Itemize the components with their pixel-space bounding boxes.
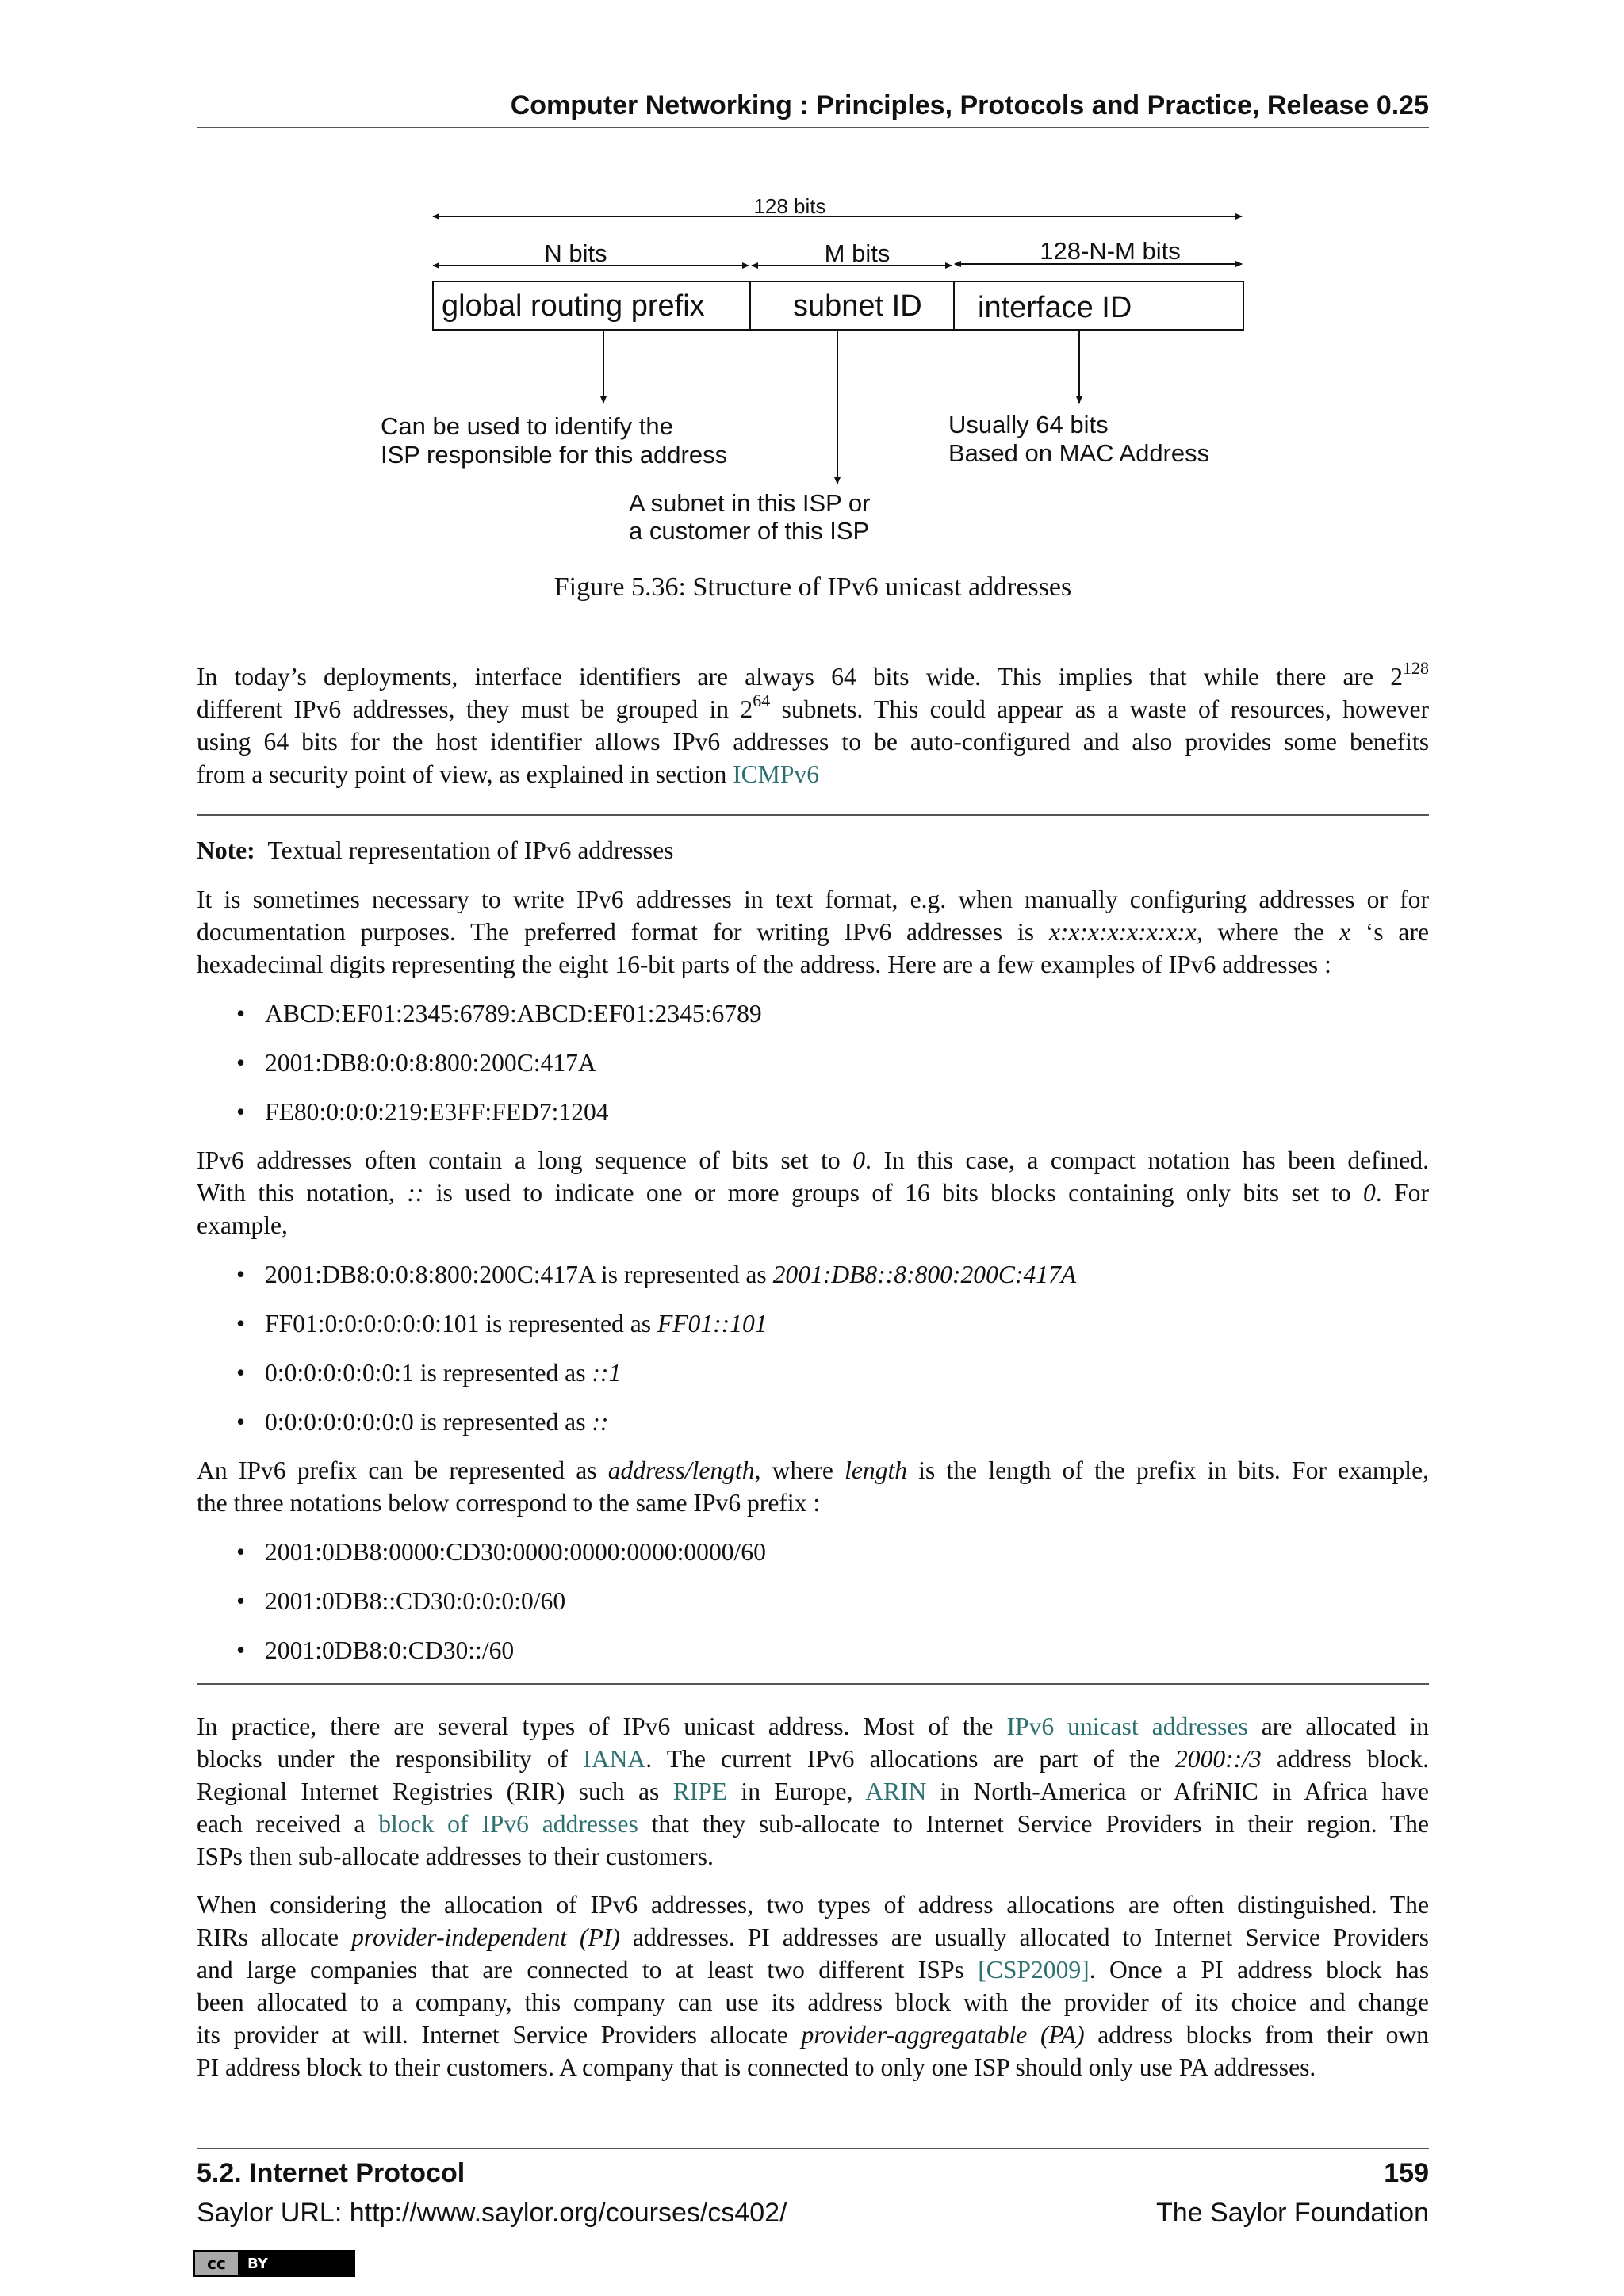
list-item: • FF01:0:0:0:0:0:0:101 is represented as FF01::101: [236, 1310, 768, 1337]
by-icon: BY: [247, 2255, 268, 2272]
total-bits-label: 128 bits: [753, 194, 826, 218]
field-interface-id: interface ID: [978, 291, 1132, 324]
note-title: Textual representation of IPv6 addresses: [267, 836, 674, 864]
footer-foundation: The Saylor Foundation: [1156, 2198, 1429, 2228]
icmpv6-link[interactable]: ICMPv6: [733, 760, 820, 788]
list-item: • 0:0:0:0:0:0:0:0 is represented as ::: [236, 1408, 609, 1436]
ipv6-address-structure-diagram: [0, 0, 1624, 571]
block-of-ipv6-addresses-link[interactable]: block of IPv6 addresses: [378, 1810, 638, 1838]
note-paragraph-compact-notation: IPv6 addresses often contain a long sequence of bits set to 0. In this case, a compact notation has been defined. With this notation, :: is used to indicate one or more groups of 16 bits blocks containing only bits set to 0. For example,: [197, 1146, 1429, 1239]
note-paragraph-text-format: It is sometimes necessary to write IPv6 addresses in text format, e.g. when manually configuring addresses or for documentation purposes. The preferred format for writing IPv6 addresses is x:x:x:x:x:x:x:x, where the x ‘s are hexadecimal digits representing the eight 16-bit parts of the address. Here are a few examples of IPv6 addresses :: [197, 886, 1429, 978]
list-item: • ABCD:EF01:2345:6789:ABCD:EF01:2345:6789: [236, 1000, 762, 1027]
cc-by-license-badge: [193, 2250, 355, 2277]
note-top-rule: [197, 814, 1429, 816]
list-item: • 2001:0DB8:0000:CD30:0000:0000:0000:0000/60: [236, 1538, 766, 1566]
cc-icon: cc: [195, 2252, 239, 2275]
iana-link[interactable]: IANA: [583, 1745, 646, 1773]
note-paragraph-prefix: An IPv6 prefix can be represented as address/length, where length is the length of the prefix in bits. For example, the three notations below correspond to the same IPv6 prefix :: [197, 1456, 1429, 1517]
ripe-link[interactable]: RIPE: [672, 1777, 728, 1805]
running-header-title: Computer Networking : Principles, Protocols and Practice, Release 0.25: [510, 90, 1429, 121]
figure-caption: Figure 5.36: Structure of IPv6 unicast addresses: [553, 572, 1072, 602]
list-item: • 2001:DB8:0:0:8:800:200C:417A: [236, 1049, 596, 1077]
field-global-routing-prefix: global routing prefix: [442, 289, 705, 323]
rest-bits-label: 128-N-M bits: [1040, 237, 1181, 265]
list-item: • 2001:0DB8::CD30:0:0:0:0/60: [236, 1587, 566, 1615]
paragraph-pi-pa-allocation: When considering the allocation of IPv6 addresses, two types of address allocations are often distinguished. The RIRs allocate provider-independent (PI) addresses. PI addresses are usually allocated to Internet Service Providers and large companies that are connected to at least two different ISPs [CSP2009]. Once a PI address block has been allocated to a company, this company can use its address block with the provider of its choice and change its provider at will. Internet Service Providers allocate provider-aggregatable (PA) address blocks from their own PI address block to their customers. A company that is connected to only one ISP should only use PA addresses.: [197, 1891, 1429, 2081]
compact-notation-list: [197, 1258, 1429, 1455]
footer-saylor-url: Saylor URL: http://www.saylor.org/courses/cs402/: [197, 2198, 787, 2228]
footer-page-number: 159: [1384, 2158, 1429, 2188]
csp2009-citation-link[interactable]: [CSP2009]: [978, 1956, 1090, 1984]
paragraph-interface-identifiers: In today’s deployments, interface identifiers are always 64 bits wide. This implies that while there are $2^{128}$ different IPv6 addresses, they must be grouped in $2^{64}$ subnets. This could appear as a waste of resources, however using 64 bits for the host identifier allows IPv6 addresses to be auto-configured and also provides some benefits from a security point of view, as explained in section ICMPv6: [197, 660, 1429, 788]
subnet-note-line2: a customer of this ISP: [629, 517, 870, 545]
note-label: Note:: [197, 836, 255, 864]
paragraph-ipv6-allocation: In practice, there are several types of IPv6 unicast address. Most of the IPv6 unicast addresses are allocated in blocks under the responsibility of IANA. The current IPv6 allocations are part of the 2000::/3 address block. Regional Internet Registries (RIR) such as RIPE in Europe, ARIN in North-America or AfriNIC in Africa have each received a block of IPv6 addresses that they sub-allocate to Internet Service Providers in their region. The ISPs then sub-allocate addresses to their customers.: [197, 1712, 1429, 1870]
subnet-note-line1: A subnet in this ISP or: [629, 489, 871, 517]
interface-note-line2: Based on MAC Address: [948, 439, 1210, 467]
note-heading: [197, 834, 1429, 867]
list-item: • 2001:0DB8:0:CD30::/60: [236, 1636, 515, 1664]
list-item: • 2001:DB8:0:0:8:800:200C:417A is represented as 2001:DB8::8:800:200C:417A: [236, 1261, 1077, 1288]
prefix-notation-list: [197, 1536, 1429, 1683]
interface-note-line1: Usually 64 bits: [948, 411, 1109, 438]
list-item: • 0:0:0:0:0:0:0:1 is represented as ::1: [236, 1359, 622, 1387]
list-item: • FE80:0:0:0:219:E3FF:FED7:1204: [236, 1098, 609, 1126]
field-subnet-id: subnet ID: [793, 289, 922, 323]
footer-rule: [197, 2148, 1429, 2149]
ipv6-example-list: [197, 997, 1429, 1145]
n-bits-label: N bits: [544, 239, 607, 267]
prefix-note-line2: ISP responsible for this address: [381, 441, 728, 469]
footer-section-title: 5.2. Internet Protocol: [197, 2158, 465, 2188]
arin-link[interactable]: ARIN: [865, 1777, 927, 1805]
ipv6-unicast-addresses-link[interactable]: IPv6 unicast addresses: [1006, 1712, 1248, 1740]
m-bits-label: M bits: [824, 239, 891, 267]
prefix-note-line1: Can be used to identify the: [381, 412, 673, 440]
note-bottom-rule: [197, 1683, 1429, 1685]
